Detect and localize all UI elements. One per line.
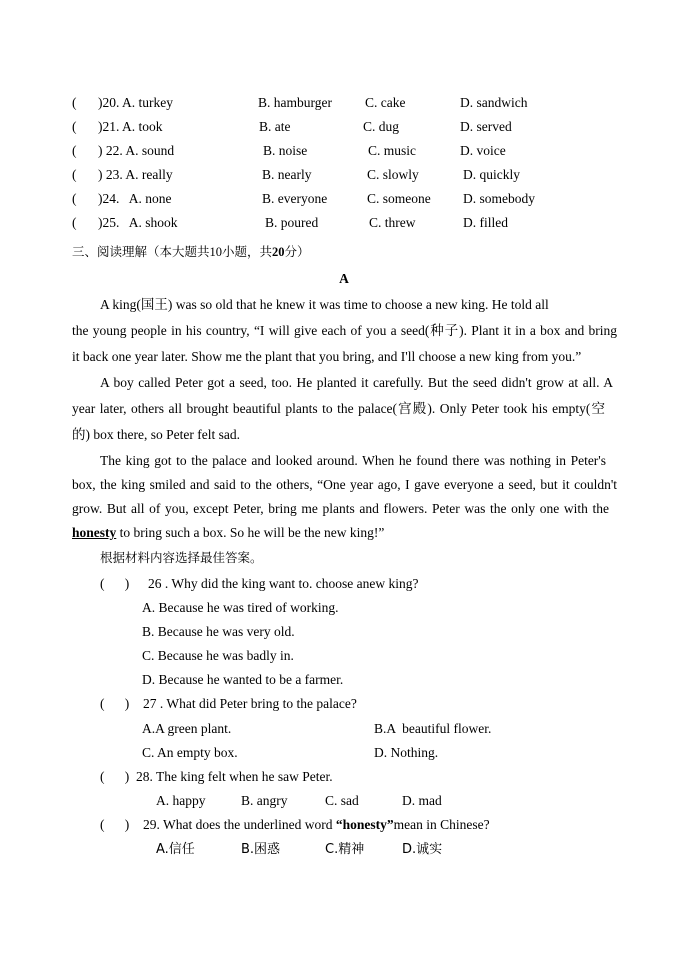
option-b: B. ate <box>259 119 291 134</box>
answer-paren: ( <box>72 119 77 134</box>
stem-bold-word: “honesty” <box>335 817 394 832</box>
option-d: D. served <box>460 119 512 134</box>
option-a: A.信任 <box>156 842 195 857</box>
option-c: C. An empty box. <box>142 745 238 760</box>
option-c: C. someone <box>367 191 431 206</box>
option-b: B. noise <box>263 143 308 158</box>
passage-p1-line1: A king(国王) was so old that he knew it was time to choose a new king. He told all <box>100 297 549 312</box>
option-a: ) 22. A. sound <box>98 143 175 158</box>
answer-paren: ( <box>72 191 77 206</box>
option-d: D. Nothing. <box>374 745 439 760</box>
option-c: C. threw <box>369 215 416 230</box>
question-stem: 28. The king felt when he saw Peter. <box>136 769 333 784</box>
option-b: B. Because he was very old. <box>142 624 295 639</box>
passage-p3-line4 <box>72 524 384 542</box>
option-a: )25. A. shook <box>98 215 178 230</box>
option-a: A. happy <box>156 793 206 808</box>
stem-text: 29. What does the underlined word <box>143 817 336 832</box>
option-d: D. sandwich <box>460 95 528 110</box>
answer-paren: ( <box>72 167 77 182</box>
heading-text: 三、阅读理解（本大题共 <box>72 244 210 259</box>
instruction: 根据材料内容选择最佳答案。 <box>100 550 263 565</box>
answer-paren: ( ) <box>100 576 130 591</box>
option-a: ) 23. A. really <box>98 167 173 182</box>
option-d: D. voice <box>460 143 506 158</box>
passage-p2-line3: 的) box there, so Peter felt sad. <box>72 427 240 442</box>
question-stem: 27 . What did Peter bring to the palace? <box>143 696 357 711</box>
answer-paren: ( <box>72 95 77 110</box>
option-b: B. angry <box>241 793 288 808</box>
option-d: D. quickly <box>463 167 520 182</box>
question-stem: 26 . Why did the king want to. choose anew king? <box>148 576 419 591</box>
passage-p1-line2: the young people in his country, “I will give each of you a seed(种子). Plant it in a box and bring <box>72 323 617 338</box>
answer-paren: ( <box>72 143 77 158</box>
option-c: C. music <box>368 143 417 158</box>
passage-text: to bring such a box. So he will be the new king!” <box>116 525 385 540</box>
answer-paren: ( <box>72 215 77 230</box>
option-b: B. everyone <box>262 191 328 206</box>
option-c: C.精神 <box>325 842 365 857</box>
option-c: C. dug <box>363 119 400 134</box>
option-d: D.诚实 <box>402 842 443 857</box>
option-d: D. Because he wanted to be a farmer. <box>142 672 344 687</box>
option-a: )21. A. took <box>98 119 163 134</box>
option-a: A.A green plant. <box>142 721 232 736</box>
underlined-word: honesty <box>72 525 117 540</box>
option-b: B.A beautiful flower. <box>374 721 492 736</box>
passage-p3-line2: box, the king smiled and said to the others, “One year ago, I gave everyone a seed, but it couldn't <box>72 477 617 492</box>
option-d: D. somebody <box>463 191 535 206</box>
question-count: 10 <box>209 245 223 259</box>
section-heading <box>72 243 310 261</box>
option-c: C. cake <box>365 95 406 110</box>
question-stem <box>143 816 490 834</box>
answer-paren: ( ) <box>100 817 130 832</box>
option-c: C. slowly <box>367 167 419 182</box>
option-a: )24. A. none <box>98 191 172 206</box>
passage-p1-line3: it back one year later. Show me the plant that you bring, and I'll choose a new king from you.” <box>72 349 582 364</box>
stem-text-end: mean in Chinese? <box>393 817 490 832</box>
heading-text-end: 分） <box>284 244 310 259</box>
answer-paren: ( ) <box>100 769 130 784</box>
passage-label: A <box>339 271 349 286</box>
passage-p2-line2: year later, others all brought beautiful plants to the palace(宫殿). Only Peter took his empty(空 <box>72 401 605 416</box>
passage-p3-line3: grow. But all of you, except Peter, bring me plants and flowers. Peter was the only one with the <box>72 501 609 516</box>
option-c: C. Because he was badly in. <box>142 648 294 663</box>
heading-text-mid: 小题，共 <box>222 244 273 259</box>
option-a: A. Because he was tired of working. <box>142 600 339 615</box>
option-b: B. hamburger <box>258 95 332 110</box>
answer-paren: ( ) <box>100 696 130 711</box>
passage-p2-line1: A boy called Peter got a seed, too. He planted it carefully. But the seed didn't grow at all. A <box>100 375 613 390</box>
option-c: C. sad <box>325 793 359 808</box>
passage-p3-line1: The king got to the palace and looked around. When he found there was nothing in Peter's <box>100 453 606 468</box>
option-b: B.困惑 <box>241 842 281 857</box>
total-score: 20 <box>272 245 285 259</box>
option-d: D. filled <box>463 215 508 230</box>
option-b: B. poured <box>265 215 319 230</box>
option-b: B. nearly <box>262 167 312 182</box>
option-a: )20. A. turkey <box>98 95 173 110</box>
option-d: D. mad <box>402 793 442 808</box>
